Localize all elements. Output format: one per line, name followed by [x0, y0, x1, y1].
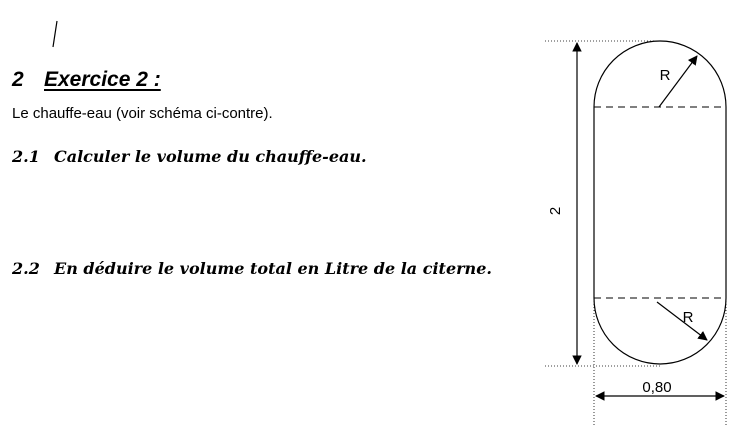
exercise-number: 2 — [12, 68, 24, 91]
radius-label-top: R — [659, 67, 671, 84]
question-text: Calculer le volume du chauffe-eau. — [54, 147, 367, 166]
question-text: En déduire le volume total en Litre de la citerne. — [54, 259, 492, 278]
capsule-outline — [594, 41, 726, 364]
question-number: 2.1 — [12, 147, 40, 166]
question-number: 2.2 — [12, 259, 40, 278]
exercise-title: Exercice 2 : — [44, 68, 161, 91]
height-label: 2 — [547, 206, 564, 216]
radius-label-bottom: R — [682, 309, 694, 326]
exercise-intro: Le chauffe-eau (voir schéma ci-contre). — [12, 105, 273, 122]
width-label: 0,80 — [642, 379, 672, 396]
